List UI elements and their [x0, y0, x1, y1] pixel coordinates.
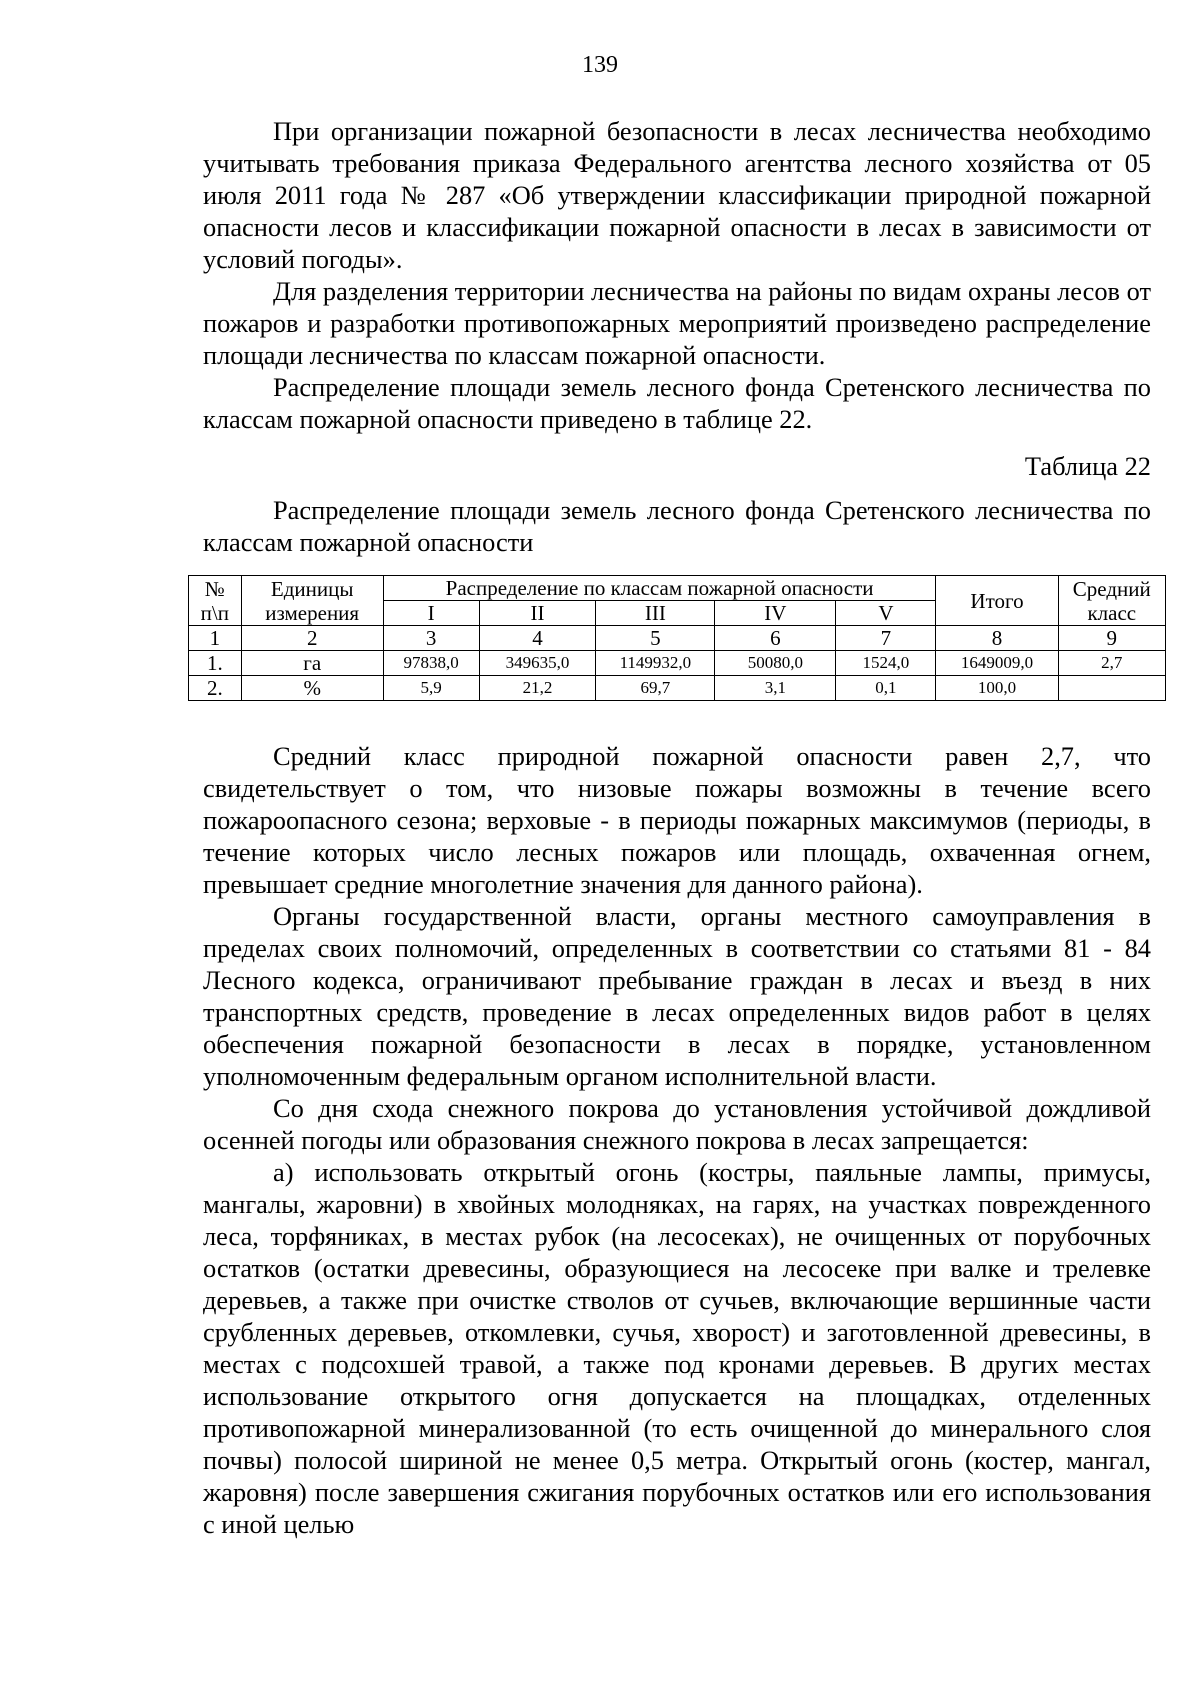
col-number: 8 — [936, 626, 1058, 651]
table-cell: 1649009,0 — [936, 651, 1058, 676]
col-number: 9 — [1058, 626, 1165, 651]
table-caption-text: Распределение площади земель лесного фонда Сретенского лесничества по классам пожарной опасности — [203, 495, 1151, 557]
paragraph: Со дня схода снежного покрова до установления устойчивой дождливой осенней погоды или образования снежного покрова в лесах запрещается: — [203, 1093, 1151, 1155]
paragraph: При организации пожарной безопасности в лесах лесничества необходимо учитывать требования приказа Федерального агентства лесного хозяйства от 05 июля 2011 года № 287 «Об утверждении классификации природной пожарной опасности лесов и классификации пожарной опасности в лесах в зависимости от условий погоды». — [203, 116, 1151, 274]
table-cell: 349635,0 — [479, 651, 596, 676]
header-distribution: Распределение по классам пожарной опасности — [383, 576, 936, 601]
header-total: Итого — [936, 576, 1058, 626]
col-number: 3 — [383, 626, 479, 651]
table-cell: 97838,0 — [383, 651, 479, 676]
table-cell: 69,7 — [596, 676, 715, 701]
table-cell: 2,7 — [1058, 651, 1165, 676]
table-row — [189, 676, 1166, 701]
col-number: 4 — [479, 626, 596, 651]
header-avg: Средний класс — [1058, 576, 1165, 626]
header-class: V — [836, 601, 936, 626]
col-number: 7 — [836, 626, 936, 651]
table-cell: 1149932,0 — [596, 651, 715, 676]
table-cell: 5,9 — [383, 676, 479, 701]
table-caption — [203, 494, 1151, 558]
paragraph: Органы государственной власти, органы местного самоуправления в пределах своих полномочий, определенных в соответствии со статьями 81 - 84 Лесного кодекса, ограничивают пребывание граждан в лесах и въезд в них транспортных средств, проведение в лесах определенных видов работ в целях обеспечения пожарной безопасности в лесах в порядке, установленном уполномоченным федеральным органом исполнительной власти. — [203, 901, 1151, 1091]
header-class: I — [383, 601, 479, 626]
page-number: 139 — [582, 52, 618, 78]
table-cell: га — [241, 651, 383, 676]
table-cell: 100,0 — [936, 676, 1058, 701]
col-number: 5 — [596, 626, 715, 651]
header-no: № п\п — [189, 576, 242, 626]
paragraph: Средний класс природной пожарной опасности равен 2,7, что свидетельствует о том, что низовые пожары возможны в течение всего пожароопасного сезона; верховые - в периоды пожарных максимумов (периоды, в течение которых число лесных пожаров или площадь, охваченная огнем, превышает средние многолетние значения для данного района). — [203, 741, 1151, 899]
table-cell — [1058, 676, 1165, 701]
table-cell: 2. — [189, 676, 242, 701]
header-units: Единицы измерения — [241, 576, 383, 626]
col-number: 6 — [715, 626, 836, 651]
col-number: 1 — [189, 626, 242, 651]
paragraph: а) использовать открытый огонь (костры, паяльные лампы, примусы, мангалы, жаровни) в хвойных молодняках, на гарях, на участках поврежденного леса, торфяниках, в местах рубок (на лесосеках), не очищенных от порубочных остатков (остатки древесины, образующиеся на лесосеке при валке и трелевке деревьев, а также при очистке стволов от сучьев, включающие вершинные части срубленных деревьев, откомлевки, сучья, хворост) и заготовленной древесины, в местах с подсохшей травой, а также под кронами деревьев. В других местах использование открытого огня допускается на площадках, отделенных противопожарной минерализованной (то есть очищенной до минерального слоя почвы) полосой шириной не менее 0,5 метра. Открытый огонь (костер, мангал, жаровня) после завершения сжигания порубочных остатков или его использования с иной целью — [203, 1157, 1151, 1539]
table-cell: 1524,0 — [836, 651, 936, 676]
table-cell: 50080,0 — [715, 651, 836, 676]
paragraph: Распределение площади земель лесного фонда Сретенского лесничества по классам пожарной опасности приведено в таблице 22. — [203, 372, 1151, 434]
col-number: 2 — [241, 626, 383, 651]
intro-text — [203, 115, 1151, 435]
main-text — [203, 740, 1151, 1540]
table-label: Таблица 22 — [1024, 451, 1151, 481]
header-class: IV — [715, 601, 836, 626]
table-cell: 1. — [189, 651, 242, 676]
table-row — [189, 626, 1166, 651]
table-cell: 21,2 — [479, 676, 596, 701]
header-class: II — [479, 601, 596, 626]
table-row — [189, 651, 1166, 676]
table-cell: 3,1 — [715, 676, 836, 701]
paragraph: Для разделения территории лесничества на районы по видам охраны лесов от пожаров и разработки противопожарных мероприятий произведено распределение площади лесничества по классам пожарной опасности. — [203, 276, 1151, 370]
table-cell: % — [241, 676, 383, 701]
header-class: III — [596, 601, 715, 626]
fire-class-table — [188, 575, 1166, 701]
table-cell: 0,1 — [836, 676, 936, 701]
